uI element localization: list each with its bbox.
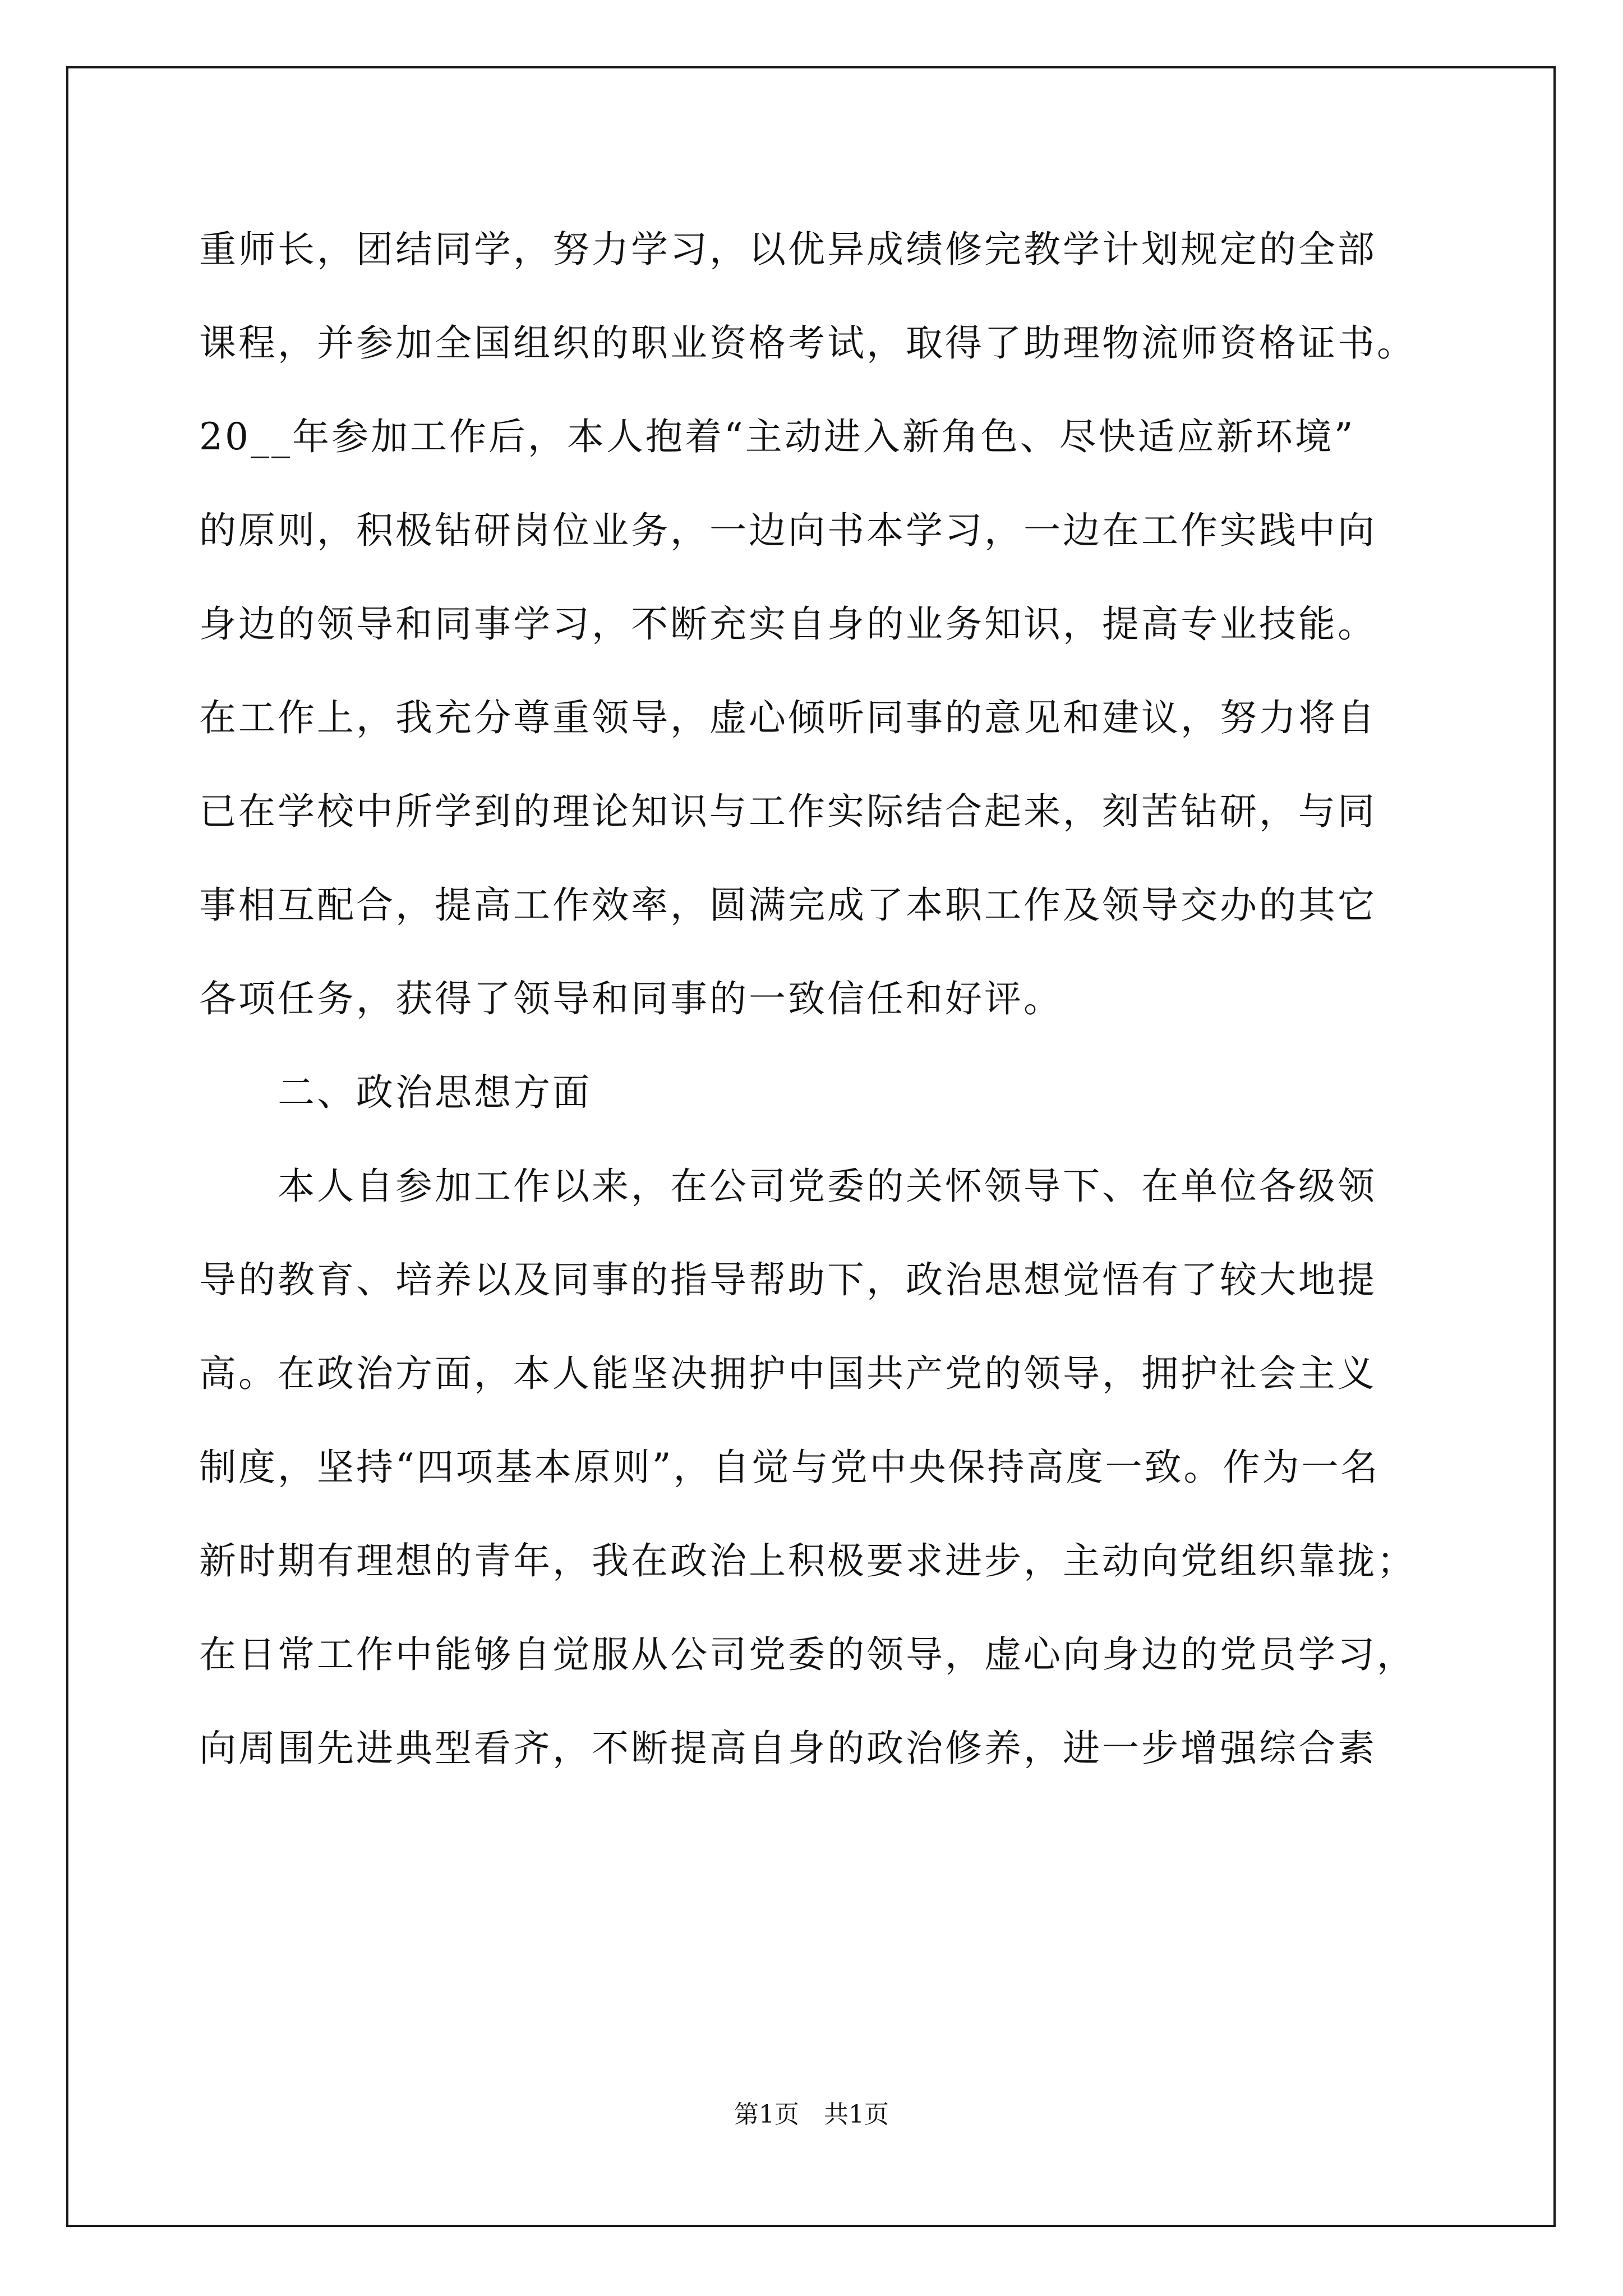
body-line: 新时期有理想的青年，我在政治上积极要求进步，主动向党组织靠拢； [199,1539,1416,1582]
body-line: 事相互配合，提高工作效率，圆满完成了本职工作及领导交办的其它 [199,884,1377,927]
body-line: 各项任务，获得了领导和同事的一致信任和好评。 [199,977,1063,1020]
body-line: 身边的领导和同事学习，不断充实自身的业务知识，提高专业技能。 [199,602,1377,646]
section-heading: 二、政治思想方面 [278,1071,592,1114]
body-line: 向周围先进典型看齐，不断提高自身的政治修养，进一步增强综合素 [199,1727,1377,1770]
body-line: 高。在政治方面，本人能坚决拥护中国共产党的领导，拥护社会主义 [199,1352,1377,1395]
body-line: 20__年参加工作后，本人抱着“主动进入新角色、尽快适应新环境” [199,415,1355,458]
page-number-footer: 第1页 共1页 [734,2100,889,2129]
body-line: 导的教育、培养以及同事的指导帮助下，政治思想觉悟有了较大地提 [199,1258,1377,1301]
body-line: 在日常工作中能够自觉服从公司党委的领导，虚心向身边的党员学习， [199,1633,1416,1676]
body-line: 的原则，积极钻研岗位业务，一边向书本学习，一边在工作实践中向 [199,509,1377,552]
body-line: 制度，坚持“四项基本原则”，自觉与党中央保持高度一致。作为一名 [199,1446,1380,1489]
page-border [66,66,1556,2227]
body-line: 在工作上，我充分尊重领导，虚心倾听同事的意见和建议，努力将自 [199,696,1377,739]
body-line: 已在学校中所学到的理论知识与工作实际结合起来，刻苦钻研，与同 [199,790,1377,833]
body-line: 本人自参加工作以来，在公司党委的关怀领导下、在单位各级领 [278,1165,1377,1208]
body-line: 课程，并参加全国组织的职业资格考试，取得了助理物流师资格证书。 [199,321,1416,365]
body-line: 重师长，团结同学，努力学习，以优异成绩修完教学计划规定的全部 [199,228,1377,271]
